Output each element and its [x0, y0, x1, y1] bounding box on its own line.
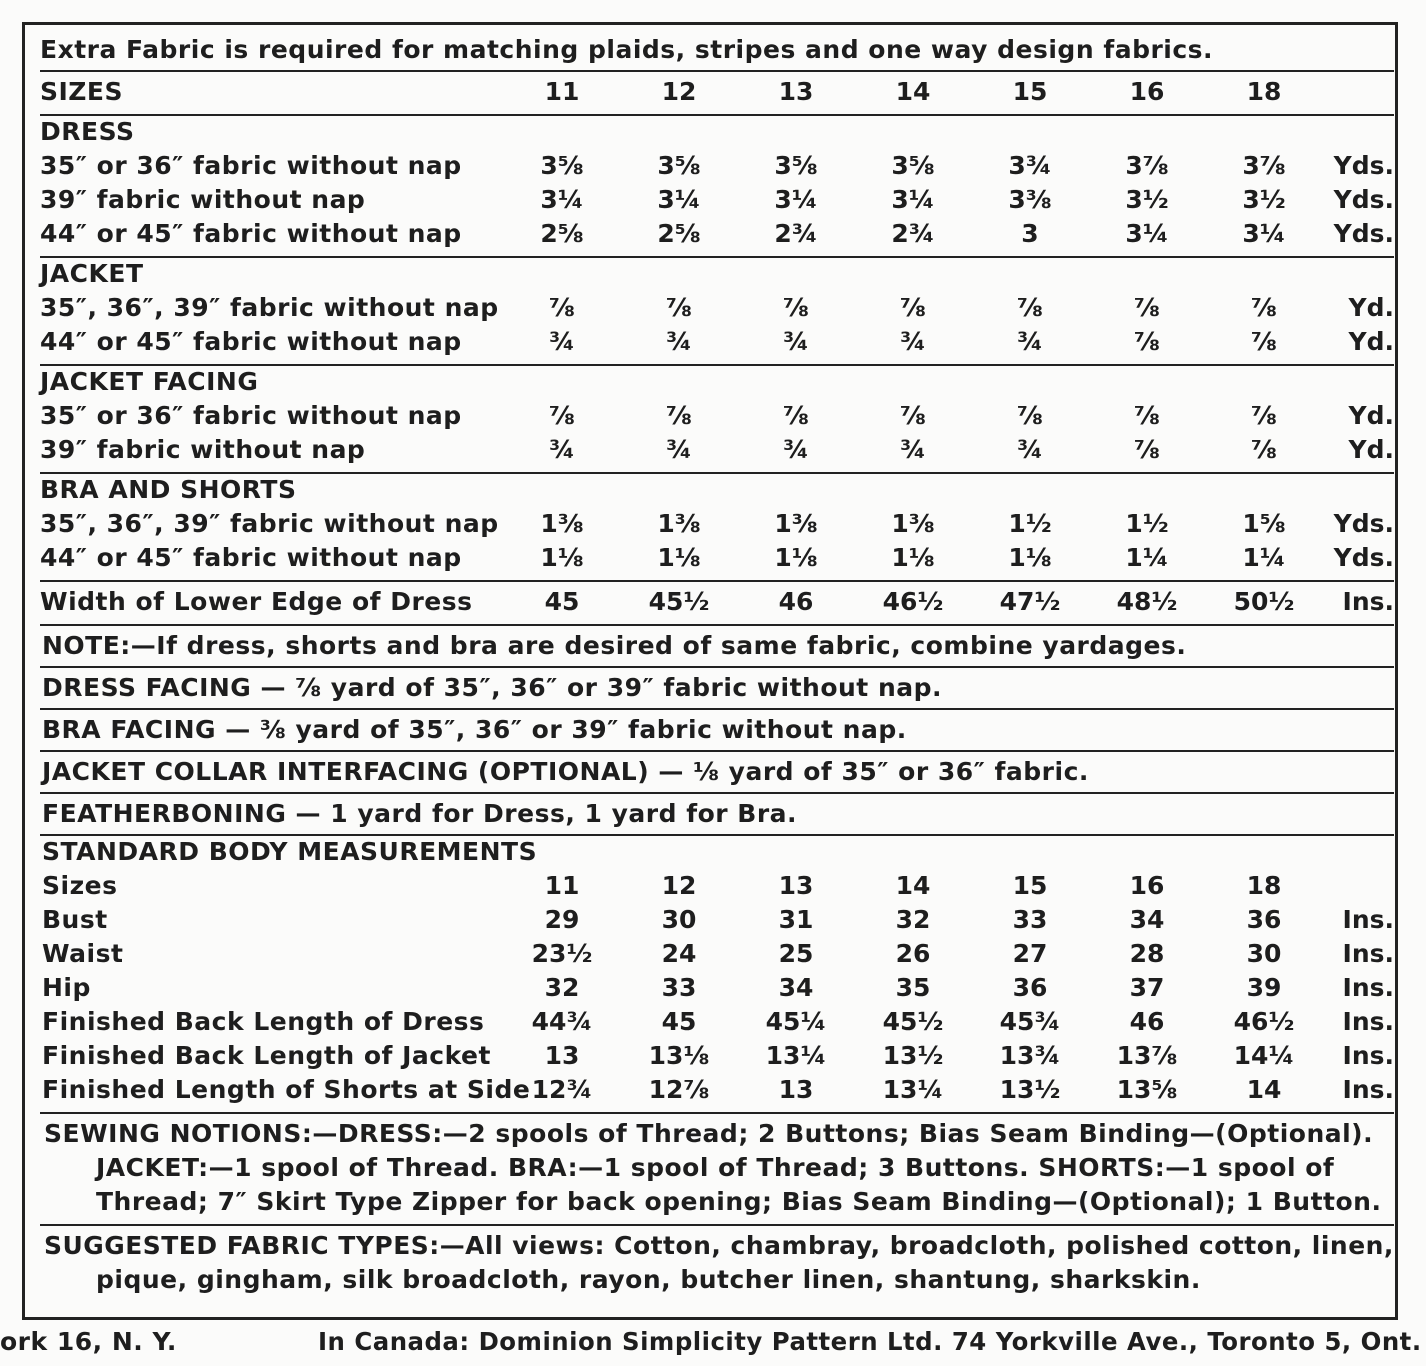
row-value: ⅞	[783, 401, 809, 430]
row-value: 32	[544, 973, 580, 1002]
row-unit: Yd.	[1348, 401, 1394, 430]
row-label: Hip	[42, 973, 91, 1002]
row-value: 31	[778, 905, 814, 934]
divider-line	[40, 792, 1394, 794]
row-value: 3¼	[891, 185, 935, 214]
row-value: 36	[1246, 905, 1282, 934]
row-unit: Yd.	[1348, 435, 1394, 464]
row-value: 13⅞	[1116, 1041, 1178, 1070]
size-header: 11	[544, 77, 580, 106]
row-value: 34	[778, 973, 814, 1002]
size-header: 13	[778, 77, 814, 106]
row-value: 3⅝	[774, 151, 818, 180]
row-value: 1⅜	[540, 509, 584, 538]
row-value: 14	[895, 871, 931, 900]
measurements-title: STANDARD BODY MEASUREMENTS	[42, 837, 538, 866]
sewing-notions-line: Thread; 7″ Skirt Type Zipper for back opening; Bias Seam Binding—(Optional); 1 Button.	[96, 1187, 1382, 1216]
divider-line	[40, 256, 1394, 258]
row-value: 2¾	[774, 219, 818, 248]
row-unit: Ins.	[1342, 939, 1394, 968]
row-value: ⅞	[1134, 401, 1160, 430]
row-value: 32	[895, 905, 931, 934]
divider-line	[40, 666, 1394, 668]
row-value: 13¾	[999, 1041, 1061, 1070]
row-value: ⅞	[549, 293, 575, 322]
row-value: ⅞	[783, 293, 809, 322]
note-line: FEATHERBONING — 1 yard for Dress, 1 yard for Bra.	[42, 799, 798, 828]
row-value: ¾	[1017, 435, 1043, 464]
row-value: 1¼	[1242, 543, 1286, 572]
row-value: 36	[1012, 973, 1048, 1002]
row-value: ¾	[1017, 327, 1043, 356]
row-value: ⅞	[1134, 327, 1160, 356]
header-note: Extra Fabric is required for matching plaids, stripes and one way design fabrics.	[40, 35, 1214, 64]
row-value: 50½	[1233, 587, 1295, 616]
row-value: 1¼	[1125, 543, 1169, 572]
row-value: ⅞	[900, 293, 926, 322]
row-value: 3¼	[540, 185, 584, 214]
divider-line	[40, 750, 1394, 752]
row-unit: Yd.	[1348, 327, 1394, 356]
row-value: ¾	[783, 435, 809, 464]
row-value: 33	[1012, 905, 1048, 934]
row-value: 13	[778, 871, 814, 900]
row-value: ¾	[666, 327, 692, 356]
row-value: 45¼	[765, 1007, 827, 1036]
row-value: 3⅞	[1125, 151, 1169, 180]
divider-line	[40, 624, 1394, 626]
row-value: 46	[778, 587, 814, 616]
row-value: ⅞	[1251, 293, 1277, 322]
row-value: 14¼	[1233, 1041, 1295, 1070]
row-value: ⅞	[1134, 293, 1160, 322]
row-unit: Ins.	[1342, 973, 1394, 1002]
note-line: NOTE:—If dress, shorts and bra are desired of same fabric, combine yardages.	[42, 631, 1187, 660]
row-value: 13	[778, 1075, 814, 1104]
row-value: ⅞	[1017, 401, 1043, 430]
section-title: JACKET FACING	[40, 367, 259, 396]
row-value: 1⅜	[891, 509, 935, 538]
row-value: 45	[661, 1007, 697, 1036]
row-value: ⅞	[1251, 435, 1277, 464]
divider-line	[40, 1112, 1394, 1114]
row-value: 13⅝	[1116, 1075, 1178, 1104]
row-label: 44″ or 45″ fabric without nap	[40, 219, 462, 248]
row-unit: Yd.	[1348, 293, 1394, 322]
size-header: 15	[1012, 77, 1048, 106]
row-value: 33	[661, 973, 697, 1002]
sizes-label: SIZES	[40, 77, 124, 106]
row-value: 25	[778, 939, 814, 968]
row-label: Finished Back Length of Dress	[42, 1007, 485, 1036]
row-value: 1⅛	[657, 543, 701, 572]
row-value: 34	[1129, 905, 1165, 934]
row-value: 13¼	[765, 1041, 827, 1070]
row-value: 3⅝	[891, 151, 935, 180]
row-value: 35	[895, 973, 931, 1002]
row-label: 35″, 36″, 39″ fabric without nap	[40, 509, 499, 538]
sewing-notions-line: JACKET:—1 spool of Thread. BRA:—1 spool of Thread; 3 Buttons. SHORTS:—1 spool of	[96, 1153, 1335, 1182]
row-value: 16	[1129, 871, 1165, 900]
row-value: 24	[661, 939, 697, 968]
section-title: JACKET	[40, 259, 144, 288]
section-title: DRESS	[40, 117, 135, 146]
divider-line	[40, 114, 1394, 116]
row-value: 3¼	[1125, 219, 1169, 248]
row-value: 28	[1129, 939, 1165, 968]
row-label: 44″ or 45″ fabric without nap	[40, 327, 462, 356]
row-value: 48½	[1116, 587, 1178, 616]
row-value: 1⅜	[774, 509, 818, 538]
row-value: 44¾	[531, 1007, 593, 1036]
row-value: 46½	[1233, 1007, 1295, 1036]
row-label: 35″ or 36″ fabric without nap	[40, 401, 462, 430]
row-value: 14	[1246, 1075, 1282, 1104]
row-value: 1⅛	[774, 543, 818, 572]
note-line: JACKET COLLAR INTERFACING (OPTIONAL) — ⅛ yard of 35″ or 36″ fabric.	[42, 757, 1089, 786]
row-value: ¾	[900, 327, 926, 356]
row-unit: Yds.	[1333, 509, 1394, 538]
row-value: 45	[544, 587, 580, 616]
row-unit: Ins.	[1342, 1007, 1394, 1036]
row-value: 3⅜	[1008, 185, 1052, 214]
row-value: 29	[544, 905, 580, 934]
row-value: 1⅝	[1242, 509, 1286, 538]
note-line: DRESS FACING — ⅞ yard of 35″, 36″ or 39″ fabric without nap.	[42, 673, 943, 702]
row-unit: Yds.	[1333, 185, 1394, 214]
row-value: 47½	[999, 587, 1061, 616]
row-unit: Ins.	[1342, 905, 1394, 934]
fabric-types-line: SUGGESTED FABRIC TYPES:—All views: Cotton, chambray, broadcloth, polished cotton, linen,	[44, 1231, 1394, 1260]
footer-address-canada: In Canada: Dominion Simplicity Pattern Ltd. 74 Yorkville Ave., Toronto 5, Ont.	[318, 1327, 1422, 1356]
row-unit: Ins.	[1342, 587, 1394, 616]
row-unit: Yds.	[1333, 151, 1394, 180]
row-value: 37	[1129, 973, 1165, 1002]
row-value: 13	[544, 1041, 580, 1070]
row-value: ⅞	[666, 401, 692, 430]
row-value: 13⅛	[648, 1041, 710, 1070]
row-value: 27	[1012, 939, 1048, 968]
divider-line	[40, 1224, 1394, 1226]
row-value: 3⅞	[1242, 151, 1286, 180]
row-value: 13½	[999, 1075, 1061, 1104]
row-value: 30	[1246, 939, 1282, 968]
row-value: 18	[1246, 871, 1282, 900]
footer-address-left: ork 16, N. Y.	[0, 1327, 177, 1356]
row-value: 3¼	[774, 185, 818, 214]
row-value: 23½	[531, 939, 593, 968]
size-header: 12	[661, 77, 697, 106]
row-value: ⅞	[1134, 435, 1160, 464]
row-value: 1⅜	[657, 509, 701, 538]
row-value: ¾	[549, 435, 575, 464]
row-value: 3⅝	[540, 151, 584, 180]
divider-line	[40, 708, 1394, 710]
row-value: ¾	[549, 327, 575, 356]
row-value: 13¼	[882, 1075, 944, 1104]
row-unit: Ins.	[1342, 1041, 1394, 1070]
row-value: 45½	[882, 1007, 944, 1036]
row-label: Finished Length of Shorts at Side	[42, 1075, 531, 1104]
row-label: 35″, 36″, 39″ fabric without nap	[40, 293, 499, 322]
row-label: Sizes	[42, 871, 118, 900]
row-value: 3¼	[1242, 219, 1286, 248]
row-label: Waist	[42, 939, 124, 968]
row-label: 44″ or 45″ fabric without nap	[40, 543, 462, 572]
row-value: ¾	[783, 327, 809, 356]
row-value: 1⅛	[891, 543, 935, 572]
row-value: 12¾	[531, 1075, 593, 1104]
row-value: 12⅞	[648, 1075, 710, 1104]
section-title: BRA AND SHORTS	[40, 475, 297, 504]
row-value: 45½	[648, 587, 710, 616]
row-value: ⅞	[1251, 401, 1277, 430]
row-value: 46	[1129, 1007, 1165, 1036]
row-value: ¾	[900, 435, 926, 464]
row-unit: Yds.	[1333, 543, 1394, 572]
row-value: 1⅛	[540, 543, 584, 572]
row-value: 3½	[1242, 185, 1286, 214]
row-value: 15	[1012, 871, 1048, 900]
row-value: 2⅝	[540, 219, 584, 248]
divider-line	[40, 580, 1394, 582]
row-value: ⅞	[666, 293, 692, 322]
size-header: 18	[1246, 77, 1282, 106]
row-value: 45¾	[999, 1007, 1061, 1036]
row-unit: Yds.	[1333, 219, 1394, 248]
divider-line	[40, 70, 1394, 72]
row-label: 39″ fabric without nap	[40, 185, 366, 214]
size-header: 16	[1129, 77, 1165, 106]
row-value: 26	[895, 939, 931, 968]
row-value: ⅞	[1017, 293, 1043, 322]
row-value: 3⅝	[657, 151, 701, 180]
row-value: 1⅛	[1008, 543, 1052, 572]
row-value: ⅞	[900, 401, 926, 430]
row-label: 35″ or 36″ fabric without nap	[40, 151, 462, 180]
fabric-types-line: pique, gingham, silk broadcloth, rayon, butcher linen, shantung, sharkskin.	[96, 1265, 1201, 1294]
row-value: 2⅝	[657, 219, 701, 248]
row-label: Width of Lower Edge of Dress	[40, 587, 473, 616]
row-value: 39	[1246, 973, 1282, 1002]
row-value: 3	[1021, 219, 1039, 248]
row-value: ¾	[666, 435, 692, 464]
row-label: 39″ fabric without nap	[40, 435, 366, 464]
size-header: 14	[895, 77, 931, 106]
row-label: Bust	[42, 905, 108, 934]
row-value: ⅞	[549, 401, 575, 430]
note-line: BRA FACING — ⅜ yard of 35″, 36″ or 39″ fabric without nap.	[42, 715, 907, 744]
row-value: 30	[661, 905, 697, 934]
row-value: 3¾	[1008, 151, 1052, 180]
row-value: 1½	[1008, 509, 1052, 538]
row-value: 2¾	[891, 219, 935, 248]
sewing-notions-line: SEWING NOTIONS:—DRESS:—2 spools of Thread; 2 Buttons; Bias Seam Binding—(Optional).	[44, 1119, 1374, 1148]
row-value: 13½	[882, 1041, 944, 1070]
row-value: 3¼	[657, 185, 701, 214]
row-value: 46½	[882, 587, 944, 616]
row-value: 11	[544, 871, 580, 900]
row-label: Finished Back Length of Jacket	[42, 1041, 491, 1070]
row-value: ⅞	[1251, 327, 1277, 356]
row-value: 3½	[1125, 185, 1169, 214]
row-unit: Ins.	[1342, 1075, 1394, 1104]
row-value: 1½	[1125, 509, 1169, 538]
row-value: 12	[661, 871, 697, 900]
